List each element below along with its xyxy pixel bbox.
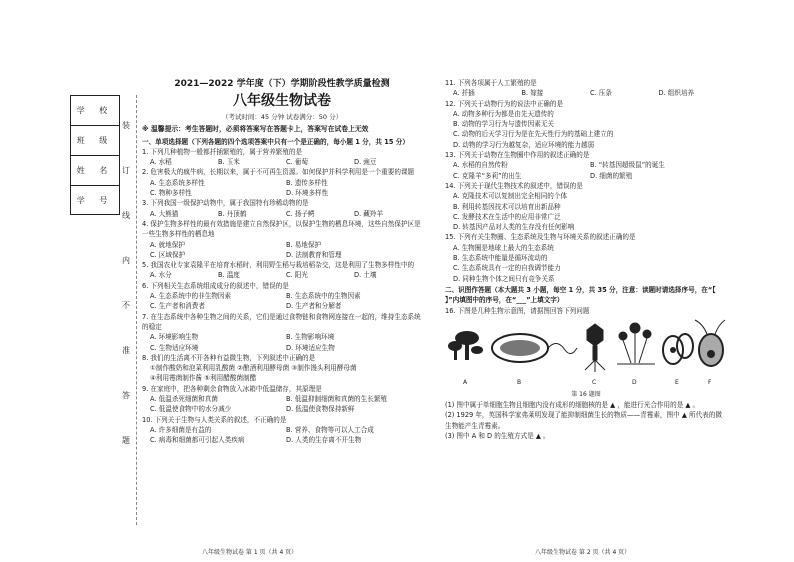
section-2-title: 二、识图作答题（本大题共 3 小题，每空 1 分，共 35 分，注意：读题时请选择序号，在“【 】”内填图中的序号，在“___”上填文字） xyxy=(445,285,716,305)
option: C. 病毒和细菌都可引起人类疾病 xyxy=(150,436,245,445)
option: B. 营养、食物等可以人工合成 xyxy=(286,425,374,434)
question-options xyxy=(142,425,422,446)
option: C. 扬子鳄 xyxy=(286,209,315,218)
question-options xyxy=(142,291,422,312)
right-page xyxy=(445,78,727,556)
binding-char: 准 xyxy=(122,346,130,355)
option: B. 嫁接 xyxy=(521,89,544,98)
option: D. 法制教育和管理 xyxy=(286,250,342,259)
option: D. 环境适应生物 xyxy=(286,343,335,352)
option: A. 水稻的自然传粉 xyxy=(453,161,508,170)
question-options xyxy=(445,191,727,232)
question-options xyxy=(142,363,422,384)
option: B. 丹顶鹤 xyxy=(218,209,247,218)
binding-line-text xyxy=(120,120,132,450)
question-stem: 4. 保护生物多样性的最有效措施是建立自然保护区，以保护生物的栖息环境，这些自然保护区是一些生物多样性的栖息地 xyxy=(142,219,421,239)
info-row-number: 学 号 xyxy=(76,196,114,205)
question-options xyxy=(142,240,422,261)
question-stem: 2. 危害极大的疯牛病，长期以来，属于不可再生资源。如何保护并科学利用是一个重要的课题 xyxy=(142,168,415,177)
question-stem: 8. 我们的生活离不开各种有益微生物，下列叙述中正确的是 xyxy=(142,353,316,362)
question-options xyxy=(142,209,422,219)
info-row-school: 学 校 xyxy=(71,96,119,126)
question-options xyxy=(142,332,422,353)
figure-label: D xyxy=(632,378,637,386)
exam-info: （考试时间：45 分钟 试卷满分：50 分） xyxy=(221,113,343,121)
option: D. 豌豆 xyxy=(354,158,377,167)
exam-subject: 八年级生物试卷 xyxy=(233,93,331,109)
option: A. 生态系统中的非生物因素 xyxy=(150,292,232,301)
organism-c-virus xyxy=(585,324,605,372)
binding-char: 内 xyxy=(122,256,130,265)
option: A. 扦插 xyxy=(453,89,475,98)
organism-f-alga xyxy=(695,320,725,366)
option: D. 动物的学习行为越复杂，适应环境的能力越弱 xyxy=(453,140,595,149)
organism-a-fungus xyxy=(448,331,483,360)
option: ①制作酸奶和泡菜利用乳酸菌 ②酿酒利用酵母菌 ③制作馒头利用酵母菌 xyxy=(150,364,357,373)
option: C. 生产者和消费者 xyxy=(150,302,205,311)
option: C. 区域保护 xyxy=(150,250,186,259)
option: C. 生态系统具有一定的自我调节能力 xyxy=(453,264,561,273)
option: D. 低温使食物保持新鲜 xyxy=(286,405,355,414)
option: C. 低温使食物中的水分减少 xyxy=(150,405,232,414)
question-stem: 1. 下列几种植物一般都扦插繁殖的，属于营养繁殖的是 xyxy=(142,147,303,156)
option: B. 生态系统中能量是循环流动的 xyxy=(453,254,548,263)
option: A. 就地保护 xyxy=(150,240,185,249)
question-16: 16. 下图是几种生物示意图，请据图回答下列问题 xyxy=(445,306,590,315)
left-page xyxy=(142,78,422,556)
student-info-box xyxy=(70,95,120,215)
exam-title: 2021—2022 学年度（下）学期阶段性教学质量检测 xyxy=(174,79,390,89)
option: D. 组织培养 xyxy=(658,89,695,98)
notice: ※ 温馨提示：考生答题时，必须将答案写在答题卡上，答案写在试卷上无效 xyxy=(142,125,369,134)
option: A. 大熊猫 xyxy=(150,209,179,218)
option: A. 动物多种行为都是由先天遗传的 xyxy=(453,109,554,118)
organism-d-mold xyxy=(617,323,655,364)
info-row-class: 班 级 xyxy=(71,126,119,156)
option: C. 动物的后天学习行为是在先天性行为的基础上建立的 xyxy=(453,130,614,139)
option: ④利用霉菌制作酱 ⑤利用醋酸菌制醋 xyxy=(150,374,257,383)
option: D. 生产者和分解者 xyxy=(286,302,342,311)
question-options xyxy=(142,394,422,415)
binding-char: 不 xyxy=(122,301,130,310)
question-stem: 15. 下列有关生物圈、生态系统及生物与环境关系的叙述正确的是 xyxy=(445,233,636,242)
option: D. 土壤 xyxy=(354,271,377,280)
figure-label: B xyxy=(517,378,522,386)
left-questions xyxy=(142,147,422,446)
question-stem: 5. 我国农业专家袁隆平在培育水稻时，利用野生稻与栽培稻杂交，这是利用了生物多样性中的 xyxy=(142,261,415,270)
option: D. 人类的生存离不开生物 xyxy=(286,436,362,445)
option: A. 许多细菌是有益的 xyxy=(150,425,212,434)
question-stem: 3. 下列我国一级保护动物中，属于我国特有珍稀动物的是 xyxy=(142,199,309,208)
option: A. 克隆技术可以复制出完全相同的个体 xyxy=(453,192,568,201)
option: A. 水稻 xyxy=(150,158,172,167)
sub-question: (3) 图中 A 和 D 的生殖方式是 ▲ 。 xyxy=(445,432,550,441)
binding-char: 装 xyxy=(122,121,130,130)
option: C. 葡萄 xyxy=(286,158,308,167)
organisms-illustration xyxy=(445,318,727,380)
question-options xyxy=(142,157,422,167)
sub-question: (2) 1929 年，英国科学家弗莱明发现了能抑制细菌生长的物质——青霉素，图中 ▲ 所代表的微生物能产生青霉素。 xyxy=(445,411,722,430)
figure-caption: 第 16 题图 xyxy=(571,390,601,398)
option: A. 环境影响生物 xyxy=(150,333,199,342)
figure-label: F xyxy=(708,378,712,386)
option: D. 细菌的繁殖 xyxy=(590,171,633,180)
question-stem: 11. 下列各项属于人工繁殖的是 xyxy=(445,79,537,87)
sub-question: (1) 图中属于单细胞生物且细胞内没有成形的细胞核的是 ▲ ，能进行光合作用的是 ▲ 。 xyxy=(445,401,700,410)
option: B. 生态系统中的生物因素 xyxy=(286,292,361,301)
question-options xyxy=(445,109,727,150)
question-stem: 7. 在生态系统中各种生物之间的关系，它们是通过食物链和食物网连接在一起的，维持生态系统的稳定 xyxy=(142,312,421,331)
option: B. 遗传多样性 xyxy=(286,178,328,187)
option: D. 同种生物个体之间只有竞争关系 xyxy=(453,274,555,283)
question-stem: 13. 下列关于动物在生物圈中作用的叙述正确的是 xyxy=(445,151,590,160)
option: D. 环境多样性 xyxy=(286,189,329,198)
option: B. 易地保护 xyxy=(286,240,322,249)
option: C. 压条 xyxy=(590,89,612,98)
option: B. 动物的学习行为与遗传因素无关 xyxy=(453,120,555,129)
option: B. 利用转基因技术可以培育出新品种 xyxy=(453,202,561,211)
binding-char: 线 xyxy=(122,211,130,220)
option: B. “转基因超级鼠”的诞生 xyxy=(590,161,665,170)
question-stem: 9. 在家庭中，把各种剩余食物放入冰箱中低温储存，其原理是 xyxy=(142,384,322,393)
binding-dash-line xyxy=(136,95,137,525)
figure-16 xyxy=(445,318,727,388)
binding-char: 订 xyxy=(122,166,130,175)
right-questions xyxy=(445,78,727,284)
sub-questions xyxy=(445,400,727,441)
option: A. 生态系统多样性 xyxy=(150,178,205,187)
option: A. 低温杀死细菌和真菌 xyxy=(150,395,218,404)
question-options xyxy=(445,160,727,181)
question-stem: 10. 下列关于生物与人类关系的叙述，不正确的是 xyxy=(142,415,287,424)
option: C. 发酵技术在生活中的应用非常广泛 xyxy=(453,212,561,221)
question-stem: 14. 下列关于现代生物技术的叙述中，错误的是 xyxy=(445,181,583,190)
option: B. 低温抑制细菌和真菌的生长繁殖 xyxy=(286,395,388,404)
option: A. 生物圈是地球上最大的生态系统 xyxy=(453,243,554,252)
option: C. 阳光 xyxy=(286,271,308,280)
option: B. 生物影响环境 xyxy=(286,333,335,342)
binding-char: 题 xyxy=(122,436,130,445)
figure-label: E xyxy=(675,378,679,386)
option: A. 水分 xyxy=(150,271,172,280)
option: B. 温度 xyxy=(218,271,240,280)
binding-char: 答 xyxy=(122,391,130,400)
organism-e-yeast xyxy=(663,334,693,364)
question-options xyxy=(142,270,422,280)
organism-b-bacterium xyxy=(492,334,577,362)
info-row-name: 姓 名 xyxy=(71,156,119,186)
option: C. 克隆羊“多莉”的出生 xyxy=(453,171,522,180)
figure-label: C xyxy=(592,378,597,386)
question-options xyxy=(142,178,422,199)
page-footer-1: 八年级生物试卷 第 1 页（共 4 页） xyxy=(202,549,298,556)
option: C. 生物适应环境 xyxy=(150,343,199,352)
question-stem: 12. 下列关于动物行为的说法中正确的是 xyxy=(445,99,564,108)
question-options xyxy=(445,243,727,284)
question-stem: 6. 下列相关生态系统组成成分的叙述中，错误的是 xyxy=(142,281,289,290)
figure-label: A xyxy=(463,378,468,386)
option: D. 转基因产品对人类的生存没有任何影响 xyxy=(453,223,575,232)
question-options xyxy=(445,88,727,98)
page-footer-2: 八年级生物试卷 第 2 页（共 4 页） xyxy=(535,549,631,556)
section-1-title: 一、单项选择题（下列各题的四个选项答案中只有一个是正确的，每小题 1 分，共 15 分） xyxy=(142,137,409,146)
option: C. 物种多样性 xyxy=(150,189,192,198)
option: B. 玉米 xyxy=(218,158,240,167)
option: D. 藏羚羊 xyxy=(354,209,384,218)
